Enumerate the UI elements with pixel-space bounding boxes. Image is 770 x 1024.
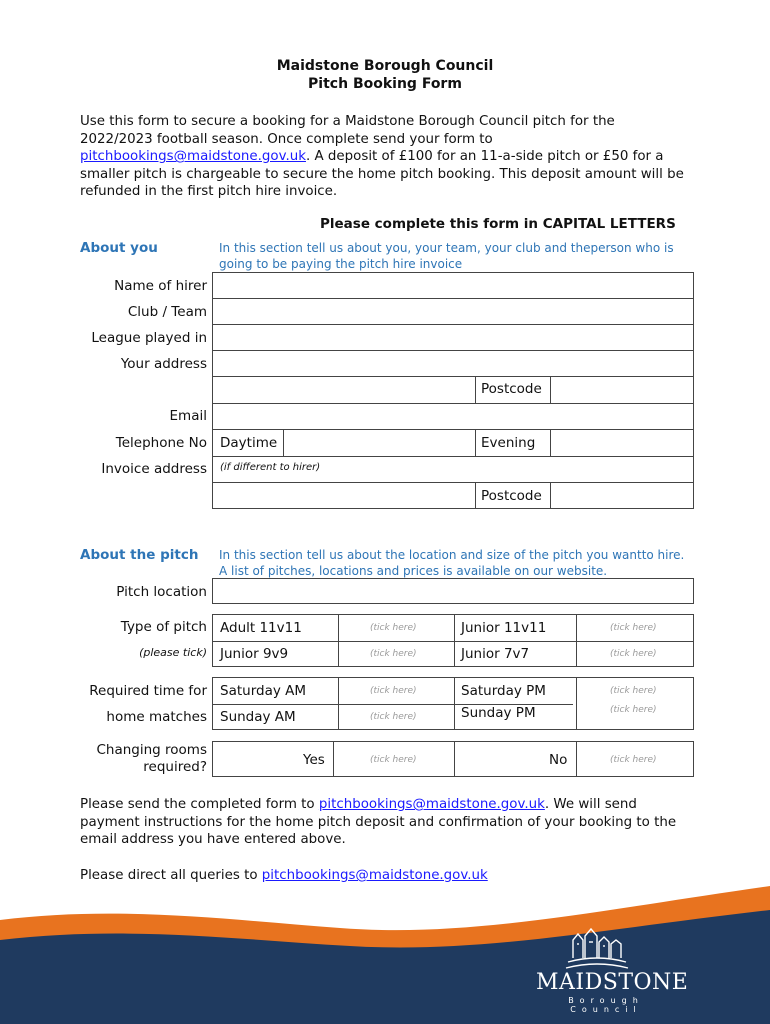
send-email-link[interactable]: pitchbookings@maidstone.gov.uk: [318, 797, 545, 812]
invoice-postcode-input[interactable]: [551, 483, 693, 508]
changing-rooms-required-label: required?: [143, 759, 207, 775]
maidstone-logo-name: MAIDSTONE: [536, 970, 689, 995]
invoice-address-label: Invoice address: [101, 461, 207, 477]
address-line2-input[interactable]: [213, 377, 475, 403]
club-team-input[interactable]: [213, 299, 693, 324]
postcode-input[interactable]: [551, 377, 693, 403]
address-line1-input[interactable]: [213, 351, 693, 376]
sunday-pm-tick[interactable]: (tick here): [610, 705, 657, 715]
required-time-label: Required time for: [89, 683, 207, 699]
invoice-hint: (if different to hirer): [220, 462, 321, 473]
junior-7v7-tick[interactable]: (tick here): [610, 649, 657, 659]
please-tick-hint: (please tick): [139, 646, 207, 659]
send-text-after: . We will send payment instructions for the home pitch deposit and confirmation of your booking to the email address you have entered above.: [80, 797, 677, 848]
about-pitch-heading: About the pitch: [80, 547, 199, 563]
send-instructions: [80, 796, 690, 849]
changing-no-tick[interactable]: (tick here): [610, 755, 657, 765]
junior-11v11-label: Junior 11v11: [461, 620, 547, 636]
name-of-hirer-label: Name of hirer: [114, 278, 207, 294]
daytime-phone-input[interactable]: [284, 430, 475, 456]
junior-9v9-tick[interactable]: (tick here): [370, 649, 417, 659]
address-label: Your address: [120, 356, 207, 372]
council-name: Maidstone Borough Council: [276, 58, 494, 74]
about-pitch-description: In this section tell us about the location and size of the pitch you wantto hire. A list of pitches, locations and prices is available on our website.: [219, 548, 685, 578]
junior-7v7-label: Junior 7v7: [461, 646, 530, 662]
invoice-address-line2-input[interactable]: [213, 483, 475, 508]
query-text-before: Please direct all queries to: [80, 868, 262, 883]
adult-11v11-label: Adult 11v11: [220, 620, 302, 636]
saturday-pm-label: Saturday PM: [461, 683, 546, 699]
sunday-pm-label: Sunday PM: [461, 705, 536, 721]
changing-rooms-table: [212, 741, 694, 777]
daytime-label: Daytime: [220, 435, 278, 451]
club-team-label: Club / Team: [127, 304, 207, 320]
maidstone-logo-tagline: Borough Council: [568, 996, 644, 1014]
changing-yes-tick[interactable]: (tick here): [370, 755, 417, 765]
send-text-before: Please send the completed form to: [80, 797, 319, 812]
saturday-pm-tick[interactable]: (tick here): [610, 686, 657, 696]
telephone-label: Telephone No: [115, 435, 207, 451]
intro-email-link[interactable]: pitchbookings@maidstone.gov.uk: [80, 149, 306, 165]
league-label: League played in: [91, 330, 207, 346]
postcode-label: Postcode: [481, 381, 542, 397]
type-of-pitch-label: Type of pitch: [120, 619, 207, 635]
league-input[interactable]: [213, 325, 693, 350]
name-of-hirer-input[interactable]: [213, 273, 693, 298]
email-input[interactable]: [213, 404, 693, 429]
sunday-am-tick[interactable]: (tick here): [370, 712, 417, 722]
about-you-description: In this section tell us about you, your team, your club and theperson who is going to be paying the pitch hire invoice: [219, 241, 674, 271]
pitch-location-input[interactable]: [212, 578, 694, 604]
intro-paragraph: [80, 113, 690, 201]
about-you-heading: About you: [80, 240, 158, 256]
changing-yes-label: Yes: [303, 752, 325, 768]
junior-9v9-label: Junior 9v9: [220, 646, 289, 662]
pitch-location-label: Pitch location: [116, 584, 207, 600]
intro-text-before: Use this form to secure a booking for a Maidstone Borough Council pitch for the 2022/2023 football season. Once complete send your form to: [80, 114, 615, 147]
intro-text-after: . A deposit of £100 for an 11-a-side pitch or £50 for a smaller pitch is chargeable to secure the home pitch booking. This deposit amount will be refunded in the first pitch hire invoice.: [80, 149, 684, 200]
saturday-am-tick[interactable]: (tick here): [370, 686, 417, 696]
adult-11v11-tick[interactable]: (tick here): [370, 623, 417, 633]
evening-label: Evening: [481, 435, 536, 451]
capital-letters-instruction: Please complete this form in CAPITAL LETTERS: [320, 216, 676, 232]
about-you-table: [212, 272, 694, 509]
junior-11v11-tick[interactable]: (tick here): [610, 623, 657, 633]
saturday-am-label: Saturday AM: [220, 683, 307, 699]
changing-rooms-label: Changing rooms: [96, 742, 207, 758]
email-label: Email: [169, 408, 207, 424]
pitch-type-table: [212, 614, 694, 667]
evening-phone-input[interactable]: [551, 430, 693, 456]
match-time-table: [212, 677, 694, 730]
home-matches-label: home matches: [106, 709, 207, 725]
sunday-am-label: Sunday AM: [220, 709, 296, 725]
form-title: Pitch Booking Form: [308, 76, 462, 92]
invoice-postcode-label: Postcode: [481, 488, 542, 504]
changing-no-label: No: [549, 752, 568, 768]
query-email-link[interactable]: pitchbookings@maidstone.gov.uk: [261, 868, 488, 883]
invoice-address-line1-input[interactable]: [213, 457, 693, 482]
